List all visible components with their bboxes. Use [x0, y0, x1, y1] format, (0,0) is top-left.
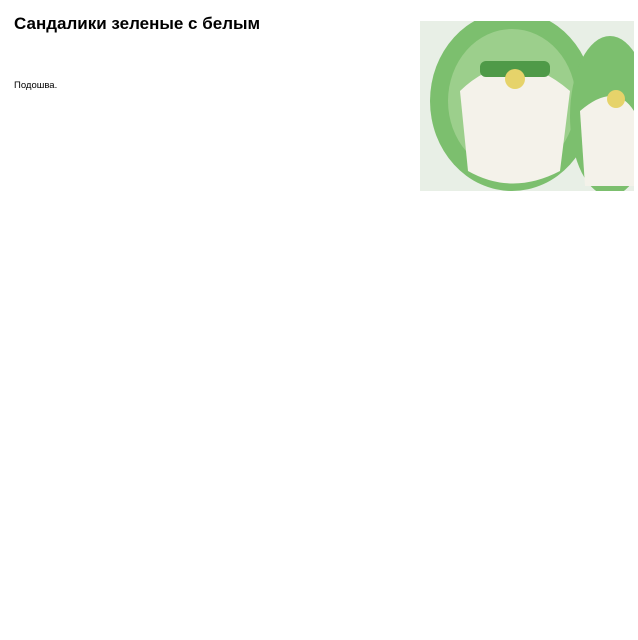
sandals-photo: [420, 21, 634, 191]
crochet-sandals-photo-icon: [420, 21, 634, 191]
page-title: Сандалики зеленые с белым: [14, 14, 261, 33]
sole-heading: Подошва.: [14, 80, 58, 91]
